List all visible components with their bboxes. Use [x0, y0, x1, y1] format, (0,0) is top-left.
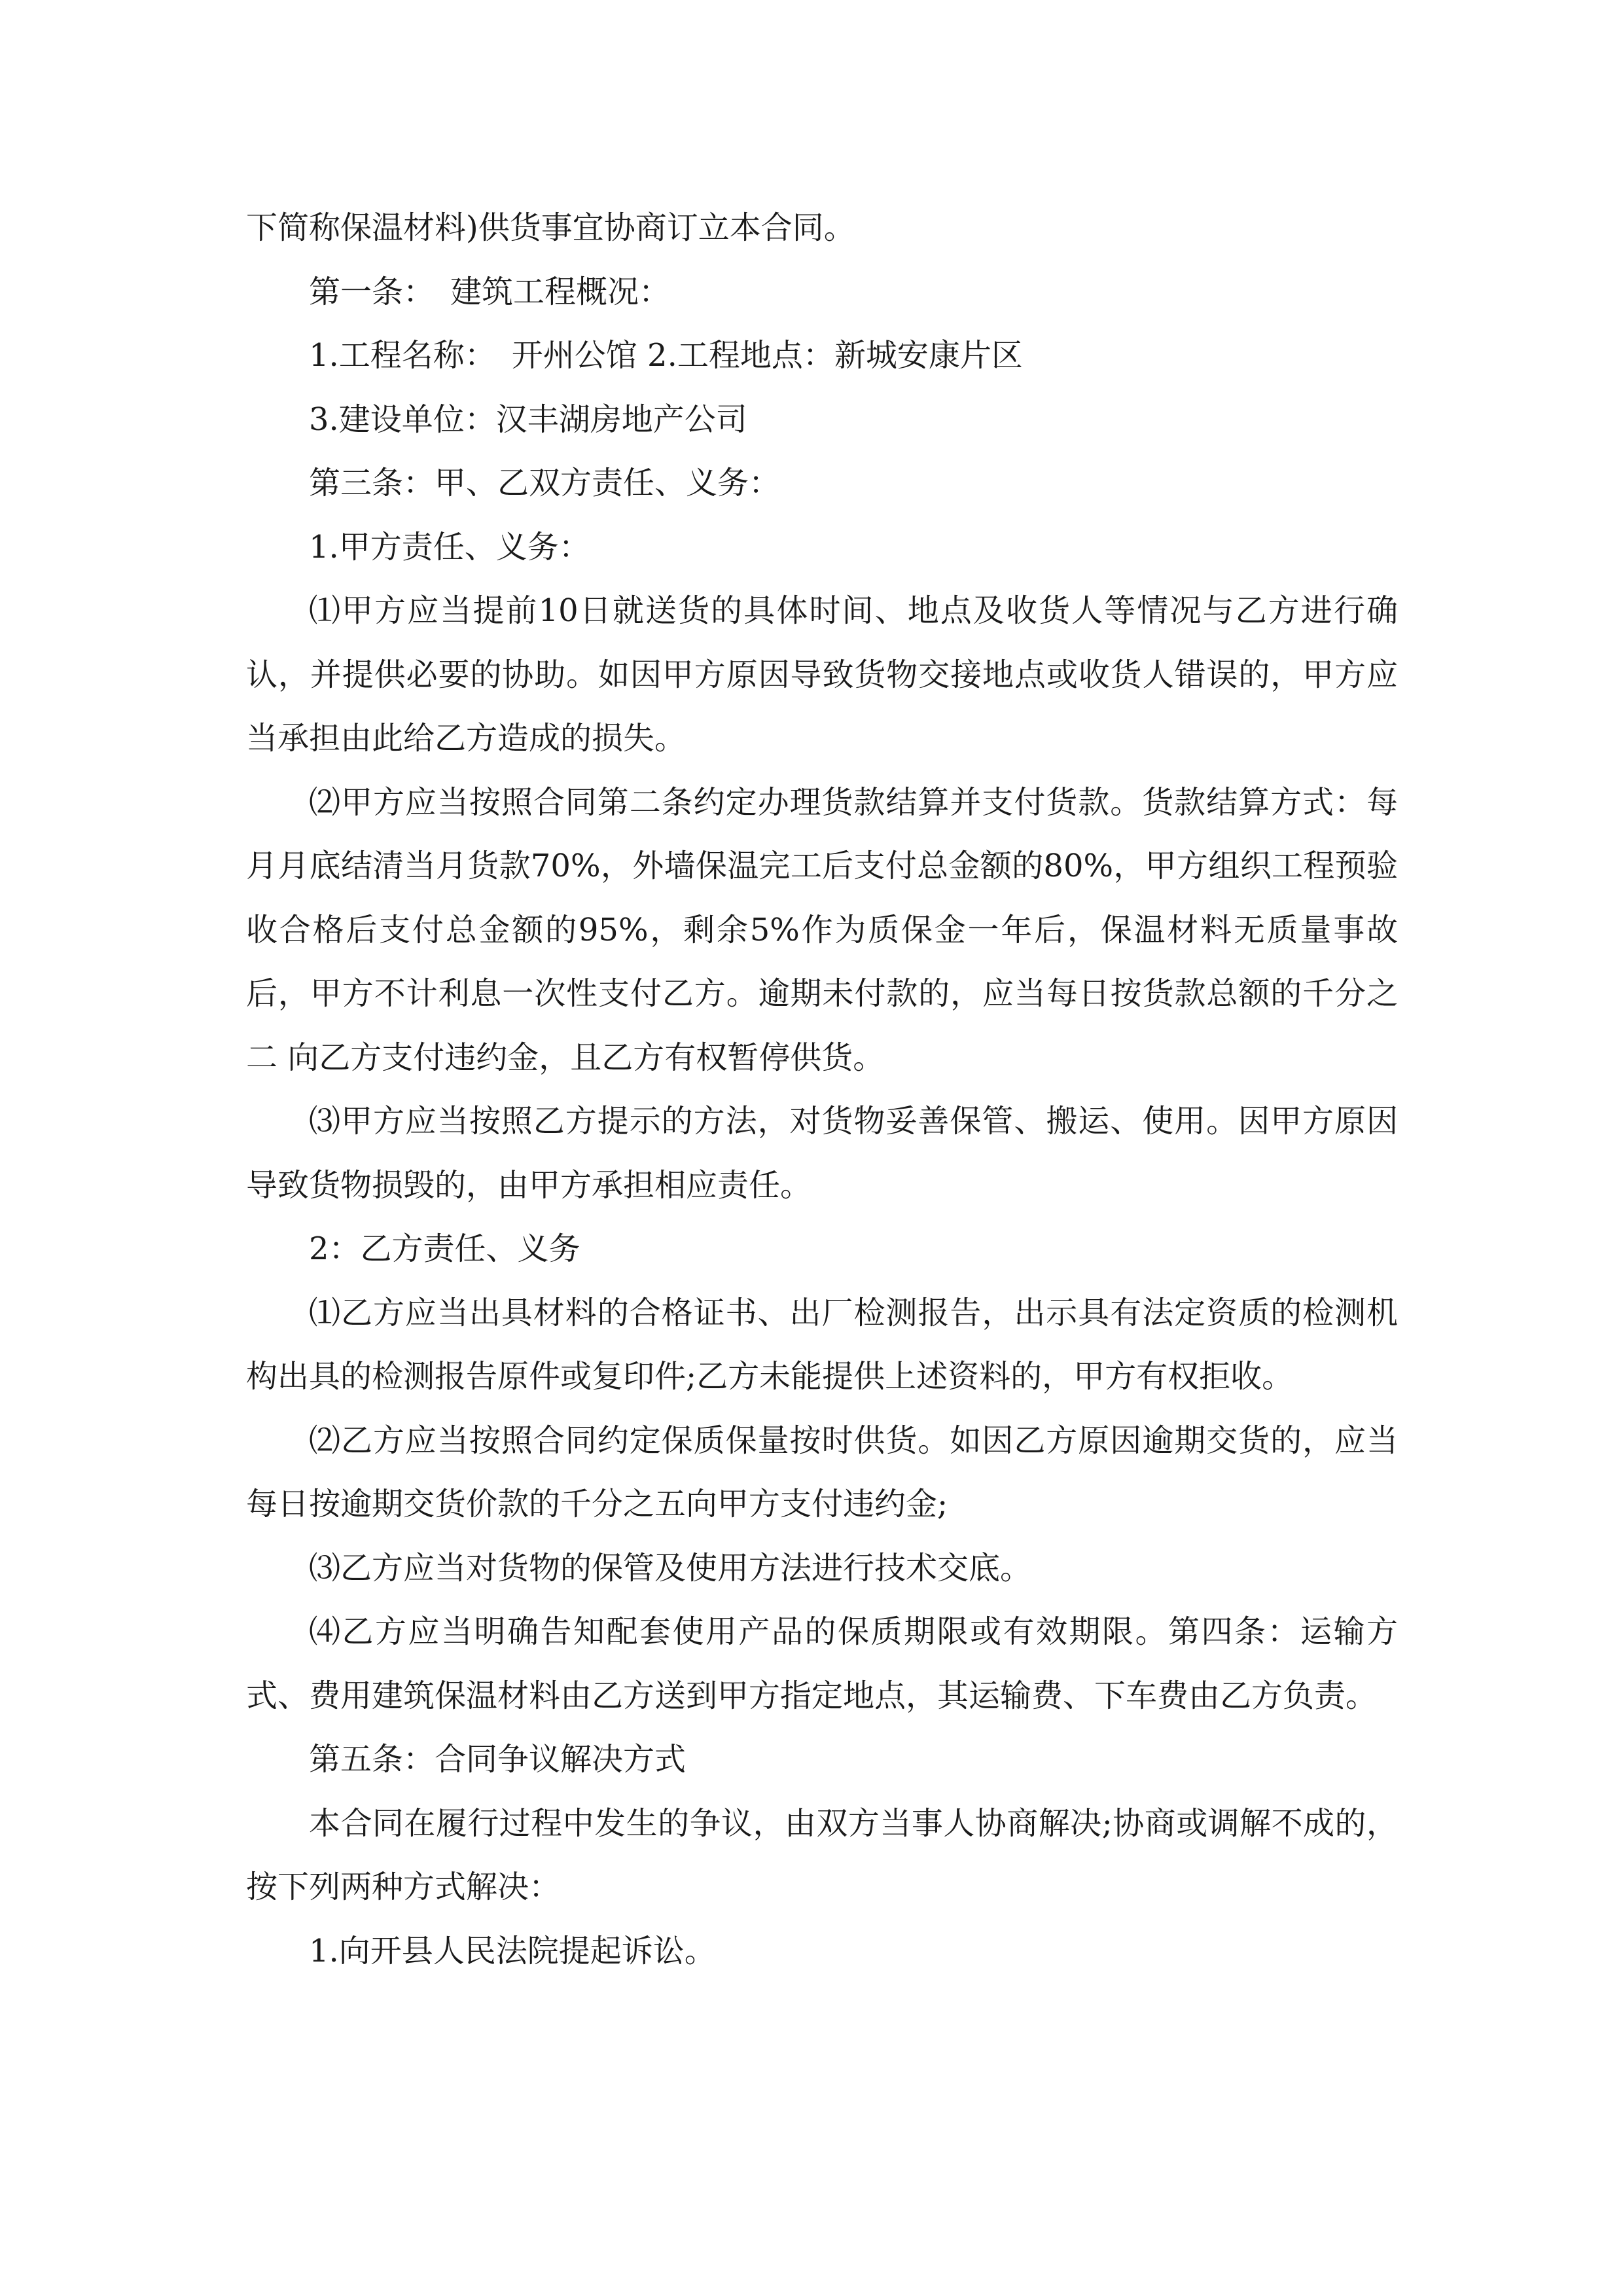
project-name-location: 1.工程名称： 开州公馆 2.工程地点：新城安康片区 [309, 337, 1023, 374]
party-b-heading: 2：乙方责任、义务 [309, 1230, 580, 1267]
party-b-clause-1: ⑴乙方应当出具材料的合格证书、出厂检测报告，出示具有法定资质的检测机构出具的检测报告原件或复印件;乙方未能提供上述资料的，甲方有权拒收。 [246, 1294, 1398, 1395]
dispute-option-1: 1.向开县人民法院提起诉讼。 [309, 1932, 716, 1969]
party-b-clause-4-and-article-4: ⑷乙方应当明确告知配套使用产品的保质期限或有效期限。第四条：运输方式、费用建筑保温材料由乙方送到甲方指定地点，其运输费、下车费由乙方负责。 [246, 1613, 1398, 1714]
article-1-heading: 第一条： 建筑工程概况： [309, 273, 671, 310]
party-b-clause-2: ⑵乙方应当按照合同约定保质保量按时供货。如因乙方原因逾期交货的，应当每日按逾期交货价款的千分之五向甲方支付违约金; [246, 1422, 1398, 1522]
party-a-clause-2: ⑵甲方应当按照合同第二条约定办理货款结算并支付货款。货款结算方式：每月月底结清当月货款70%，外墙保温完工后支付总金额的80%，甲方组织工程预验收合格后支付总金额的95%，剩余5%作为质保金一年后，保温材料无质量事故后，甲方不计利息一次性支付乙方。逾期未付款的，应当每日按货款总额的千分之 二 向乙方支付违约金，且乙方有权暂停供货。 [246, 783, 1398, 1076]
party-a-clause-1: ⑴甲方应当提前10日就送货的具体时间、地点及收货人等情况与乙方进行确认，并提供必要的协助。如因甲方原因导致货物交接地点或收货人错误的，甲方应当承担由此给乙方造成的损失。 [246, 592, 1398, 757]
article-5-heading: 第五条：合同争议解决方式 [309, 1741, 687, 1778]
article-3-heading: 第三条：甲、乙双方责任、义务： [309, 465, 781, 501]
construction-unit: 3.建设单位：汉丰湖房地产公司 [309, 401, 747, 438]
document-page [246, 196, 1398, 1983]
party-a-clause-3: ⑶甲方应当按照乙方提示的方法，对货物妥善保管、搬运、使用。因甲方原因导致货物损毁的，由甲方承担相应责任。 [246, 1103, 1398, 1204]
dispute-resolution-text: 本合同在履行过程中发生的争议，由双方当事人协商解决;协商或调解不成的，按下列两种方式解决： [246, 1804, 1398, 1905]
paragraph-intro-continuation: 下简称保温材料)供货事宜协商订立本合同。 [246, 209, 855, 246]
party-a-heading: 1.甲方责任、义务： [309, 528, 590, 565]
party-b-clause-3: ⑶乙方应当对货物的保管及使用方法进行技术交底。 [309, 1549, 1032, 1587]
